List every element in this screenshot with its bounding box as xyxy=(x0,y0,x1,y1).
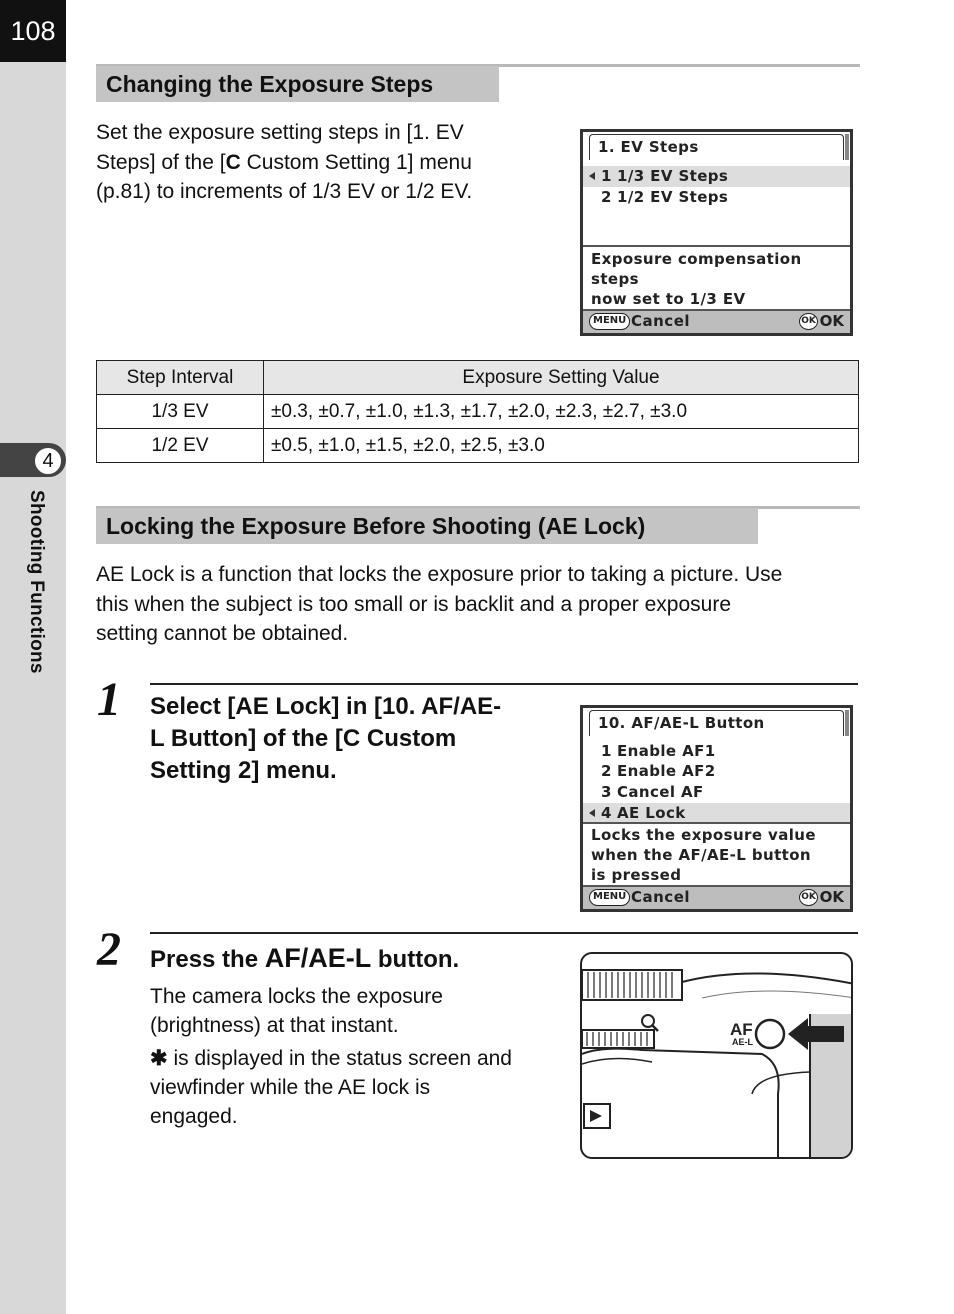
lcd-option-4: 4 AE Lock xyxy=(583,803,850,824)
body-line: AE Lock is a function that locks the exposure prior to taking a picture. Use xyxy=(96,563,783,586)
lcd-option-3: 3 Cancel AF xyxy=(601,783,704,801)
lcd-footer xyxy=(583,309,850,333)
chapter-title: Shooting Functions xyxy=(26,490,47,674)
lcd-ev-steps-menu xyxy=(580,129,853,336)
ae-lock-star-icon: ✱ xyxy=(150,1047,168,1070)
table-row xyxy=(97,395,859,429)
camera-back-drawing xyxy=(582,954,853,1159)
lcd-option-1: 1 Enable AF1 xyxy=(601,742,716,760)
lcd-option-1: 1 1/3 EV Steps xyxy=(583,166,850,187)
menu-button-icon: MENU xyxy=(589,313,630,330)
af-ael-button-label: AF/AE-L xyxy=(264,943,372,973)
lcd-af-ael-button-menu xyxy=(580,705,853,912)
step2-body: The camera locks the exposure (brightness) at that instant. ✱ is displayed in the status screen and viewfinder while the AE lock is engaged. xyxy=(150,985,512,1128)
ael-label: AE-L xyxy=(732,1037,753,1047)
section-heading-exposure-steps: Changing the Exposure Steps xyxy=(96,66,499,102)
camera-illustration xyxy=(580,952,853,1159)
table-cell: 1/2 EV xyxy=(97,429,264,463)
body-line: (p.81) to increments of 1/3 EV or 1/2 EV. xyxy=(96,180,473,203)
custom-setting-icon: C xyxy=(225,150,241,174)
custom-setting-icon: C xyxy=(342,725,361,752)
step-rule xyxy=(150,932,858,934)
lcd-title: 1. EV Steps xyxy=(589,134,844,160)
lcd-option-2: 2 Enable AF2 xyxy=(601,762,716,780)
left-arrow-icon xyxy=(589,172,595,180)
cancel-label: Cancel xyxy=(631,312,691,330)
table-cell: ±0.5, ±1.0, ±1.5, ±2.0, ±2.5, ±3.0 xyxy=(264,429,859,463)
body-line: this when the subject is too small or is backlit and a proper exposure xyxy=(96,592,731,616)
table-header-row xyxy=(97,361,859,395)
table-cell: 1/3 EV xyxy=(97,395,264,429)
lcd-footer xyxy=(583,885,850,909)
step-number-2: 2 xyxy=(97,923,121,976)
section1-body xyxy=(96,118,556,207)
table-row xyxy=(97,429,859,463)
step-number-1: 1 xyxy=(97,673,121,726)
ok-label: OK xyxy=(819,888,844,906)
body-line: setting cannot be obtained. xyxy=(96,622,349,645)
menu-button-icon: MENU xyxy=(589,889,630,906)
lcd-description: Locks the exposure value when the AF/AE-L button is pressed xyxy=(591,826,816,884)
table-cell: ±0.3, ±0.7, ±1.0, ±1.3, ±1.7, ±2.0, ±2.3, ±2.7, ±3.0 xyxy=(264,395,859,429)
step1-heading: Select [AE Lock] in [10. AF/AE- L Button] of the [C Custom Setting 2] menu. xyxy=(150,693,502,784)
ok-label: OK xyxy=(819,312,844,330)
body-line: Steps] of the [C Custom Setting 1] menu xyxy=(96,150,472,174)
section-heading-ae-lock: Locking the Exposure Before Shooting (AE Lock) xyxy=(96,508,758,544)
lcd-divider xyxy=(583,245,850,247)
af-label: AF xyxy=(730,1020,753,1039)
ok-button-icon: OK xyxy=(799,889,818,906)
exposure-steps-table xyxy=(96,360,859,463)
lcd-title: 10. AF/AE-L Button xyxy=(589,710,844,736)
ok-button-icon: OK xyxy=(799,313,818,330)
step-rule xyxy=(150,683,858,685)
lcd-option-2: 2 1/2 EV Steps xyxy=(601,188,729,206)
page-number: 108 xyxy=(0,0,66,62)
section2-body xyxy=(96,560,860,649)
lcd-description: Exposure compensation steps now set to 1/3 EV xyxy=(591,250,802,308)
left-arrow-icon xyxy=(589,809,595,817)
body-line: Set the exposure setting steps in [1. EV xyxy=(96,121,464,144)
table-header: Step Interval xyxy=(97,361,264,395)
step2-heading: Press the AF/AE-L button. xyxy=(150,943,460,973)
lcd-divider xyxy=(583,822,850,824)
chapter-number: 4 xyxy=(33,446,63,476)
table-header: Exposure Setting Value xyxy=(264,361,859,395)
cancel-label: Cancel xyxy=(631,888,691,906)
